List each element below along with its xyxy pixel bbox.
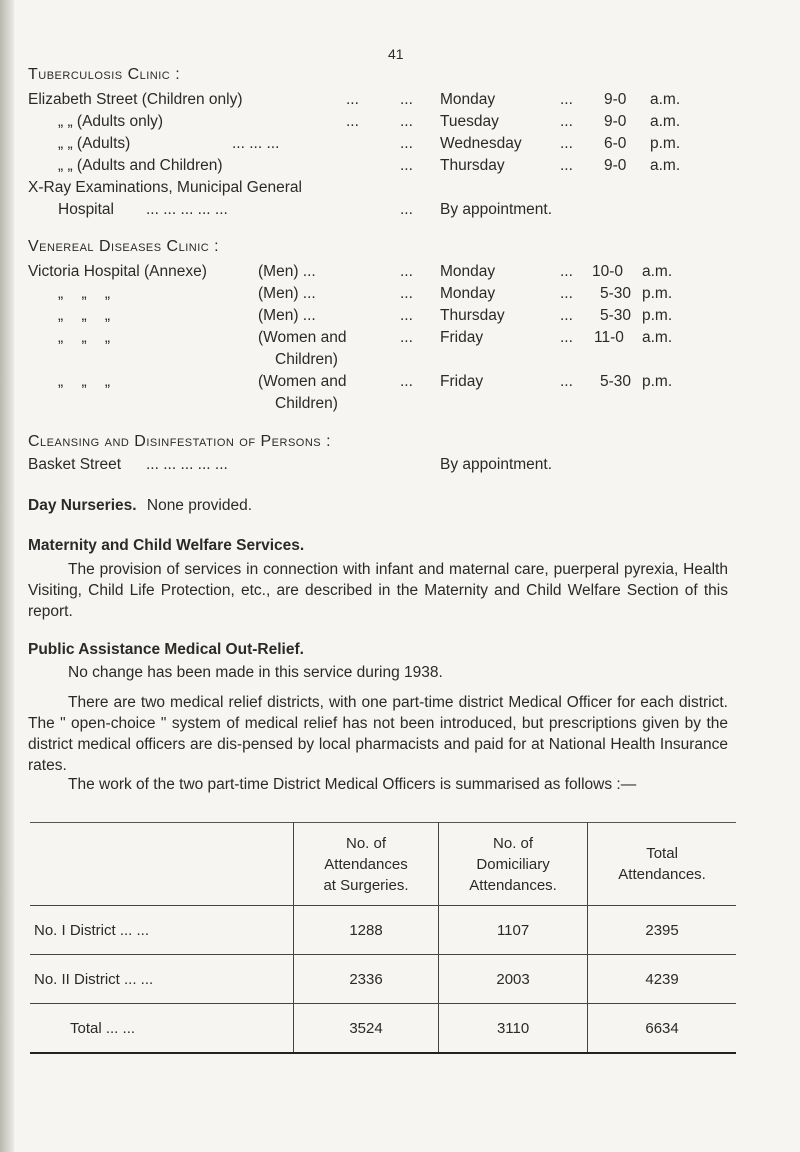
vd-row-time: 5-30 xyxy=(600,307,632,324)
vd-row-day: Monday xyxy=(440,263,496,280)
table-row xyxy=(30,906,736,955)
day-nurseries-heading: Day Nurseries. xyxy=(28,497,137,514)
vd-row-dots2: ... xyxy=(400,263,413,280)
vd-row-ampm: p.m. xyxy=(642,285,673,302)
tb-row-ampm: a.m. xyxy=(650,113,681,130)
tb-row-ampm: a.m. xyxy=(650,91,681,108)
cleansing-place: Basket Street xyxy=(28,456,122,473)
vd-row-dots3: ... xyxy=(560,285,573,302)
vd-row-dots3: ... xyxy=(560,263,573,280)
xray-when: By appointment. xyxy=(440,201,553,218)
vd-clinic-heading: Venereal Diseases Clinic : xyxy=(28,238,220,255)
tb-row-dots3: ... xyxy=(560,157,573,174)
vd-row-dots2: ... xyxy=(400,285,413,302)
vd-row-ampm: a.m. xyxy=(642,329,673,346)
vd-row-dots3: ... xyxy=(560,329,573,346)
vd-row-day: Monday xyxy=(440,285,496,302)
vd-row-place: „ „ „ xyxy=(58,285,111,302)
table-cell: 3524 xyxy=(294,1004,439,1054)
page-number: 41 xyxy=(388,46,404,62)
tb-row-day: Monday xyxy=(440,91,496,108)
vd-row-dots2: ... xyxy=(400,307,413,324)
table-row-label: Total ... ... xyxy=(70,1019,136,1037)
vd-row-who: (Men) ... xyxy=(258,263,316,280)
vd-row-who2: Children) xyxy=(275,395,338,412)
vd-row-place: „ „ „ xyxy=(58,329,111,346)
tb-row-ampm: p.m. xyxy=(650,135,681,152)
table-row-label: No. II District ... ... xyxy=(34,970,154,988)
tb-row-day: Wednesday xyxy=(440,135,522,152)
vd-row-who: (Men) ... xyxy=(258,307,316,324)
vd-row-time: 5-30 xyxy=(600,373,632,390)
vd-row-place: „ „ „ xyxy=(58,307,111,324)
vd-row-day: Thursday xyxy=(440,307,505,324)
tb-row-dots3: ... xyxy=(560,113,573,130)
maternity-heading: Maternity and Child Welfare Services. xyxy=(28,537,305,554)
tb-row-place: Elizabeth Street (Children only) xyxy=(28,91,243,108)
table-header-cell: Total Attendances. xyxy=(588,823,736,906)
tb-row-time: 9-0 xyxy=(604,113,627,130)
cleansing-heading: Cleansing and Disinfestation of Persons : xyxy=(28,433,332,450)
attendances-table xyxy=(30,822,736,1054)
table-cell: 1288 xyxy=(294,906,439,955)
tb-row-dots: ... ... ... xyxy=(232,135,280,152)
table-cell: 4239 xyxy=(588,955,736,1004)
vd-row-time: 10-0 xyxy=(592,263,624,280)
tb-row-dots3: ... xyxy=(560,91,573,108)
table-cell: 6634 xyxy=(588,1004,736,1054)
table-row-label: No. I District ... ... xyxy=(34,921,150,939)
vd-row-dots2: ... xyxy=(400,329,413,346)
vd-row-ampm: a.m. xyxy=(642,263,673,280)
day-nurseries-text: None provided. xyxy=(146,497,252,514)
vd-row-day: Friday xyxy=(440,329,484,346)
tb-row-place: „ „ (Adults) xyxy=(58,135,131,152)
tb-row-dots: ... xyxy=(346,113,359,130)
tb-row-day: Thursday xyxy=(440,157,505,174)
public-assistance-p1: No change has been made in this service during 1938. xyxy=(68,664,443,681)
tb-row-dots2: ... xyxy=(400,135,413,152)
tb-row-time: 9-0 xyxy=(604,91,627,108)
vd-row-who: (Men) ... xyxy=(258,285,316,302)
vd-row-ampm: p.m. xyxy=(642,307,673,324)
vd-row-dots2: ... xyxy=(400,373,413,390)
cleansing-dots: ... ... ... ... ... xyxy=(146,456,228,473)
tb-clinic-heading: Tuberculosis Clinic : xyxy=(28,66,181,83)
vd-row-who: (Women and xyxy=(258,329,347,346)
tb-row-dots: ... xyxy=(346,91,359,108)
vd-row-day: Friday xyxy=(440,373,484,390)
tb-row-day: Tuesday xyxy=(440,113,499,130)
table-header-cell xyxy=(30,823,294,906)
xray-line1: X-Ray Examinations, Municipal General xyxy=(28,179,302,196)
table-cell: 1107 xyxy=(439,906,588,955)
table-total-row xyxy=(30,1004,736,1054)
tb-row-time: 9-0 xyxy=(604,157,627,174)
tb-row-place: „ „ (Adults only) xyxy=(58,113,164,130)
tb-row-dots3: ... xyxy=(560,135,573,152)
vd-row-ampm: p.m. xyxy=(642,373,673,390)
tb-row-ampm: a.m. xyxy=(650,157,681,174)
xray-dots: ... ... ... ... ... xyxy=(146,201,228,218)
xray-dots2: ... xyxy=(400,201,413,218)
vd-row-who2: Children) xyxy=(275,351,338,368)
vd-row-dots3: ... xyxy=(560,373,573,390)
day-nurseries-line xyxy=(28,497,252,515)
vd-row-who: (Women and xyxy=(258,373,347,390)
vd-row-place: „ „ „ xyxy=(58,373,111,390)
tb-row-time: 6-0 xyxy=(604,135,627,152)
table-cell: 2003 xyxy=(439,955,588,1004)
cleansing-when: By appointment. xyxy=(440,456,553,473)
maternity-paragraph: The provision of services in connection with infant and maternal care, puerperal pyrexia, Health Visiting, Child Life Protection, etc., are described in the Maternity and Child Welfare Section of this report. xyxy=(28,561,728,620)
tb-row-dots2: ... xyxy=(400,113,413,130)
vd-row-dots3: ... xyxy=(560,307,573,324)
public-assistance-p3: The work of the two part-time District Medical Officers is summarised as follows :— xyxy=(68,776,637,793)
public-assistance-heading: Public Assistance Medical Out-Relief. xyxy=(28,641,304,658)
table-cell: 2395 xyxy=(588,906,736,955)
tb-row-dots2: ... xyxy=(400,91,413,108)
page-edge-shadow xyxy=(0,0,14,1152)
public-assistance-p2: There are two medical relief districts, with one part-time district Medical Officer for each district. The " open-choice " system of medical relief has not been introduced, but prescriptions given by the district medical officers are dis-pensed by local pharmacists and paid for at National Health Insurance rates. xyxy=(28,694,728,774)
vd-row-time: 5-30 xyxy=(600,285,632,302)
table-header-row xyxy=(30,823,736,906)
table-header-cell: No. of Attendances at Surgeries. xyxy=(294,823,439,906)
tb-row-dots2: ... xyxy=(400,157,413,174)
table-row xyxy=(30,955,736,1004)
vd-row-place: Victoria Hospital (Annexe) xyxy=(28,263,207,280)
xray-line2: Hospital xyxy=(58,201,114,218)
vd-row-time: 11-0 xyxy=(594,329,624,346)
table-cell: 3110 xyxy=(439,1004,588,1054)
table-cell: 2336 xyxy=(294,955,439,1004)
table-header-cell: No. of Domiciliary Attendances. xyxy=(439,823,588,906)
tb-row-place: „ „ (Adults and Children) xyxy=(58,157,223,174)
